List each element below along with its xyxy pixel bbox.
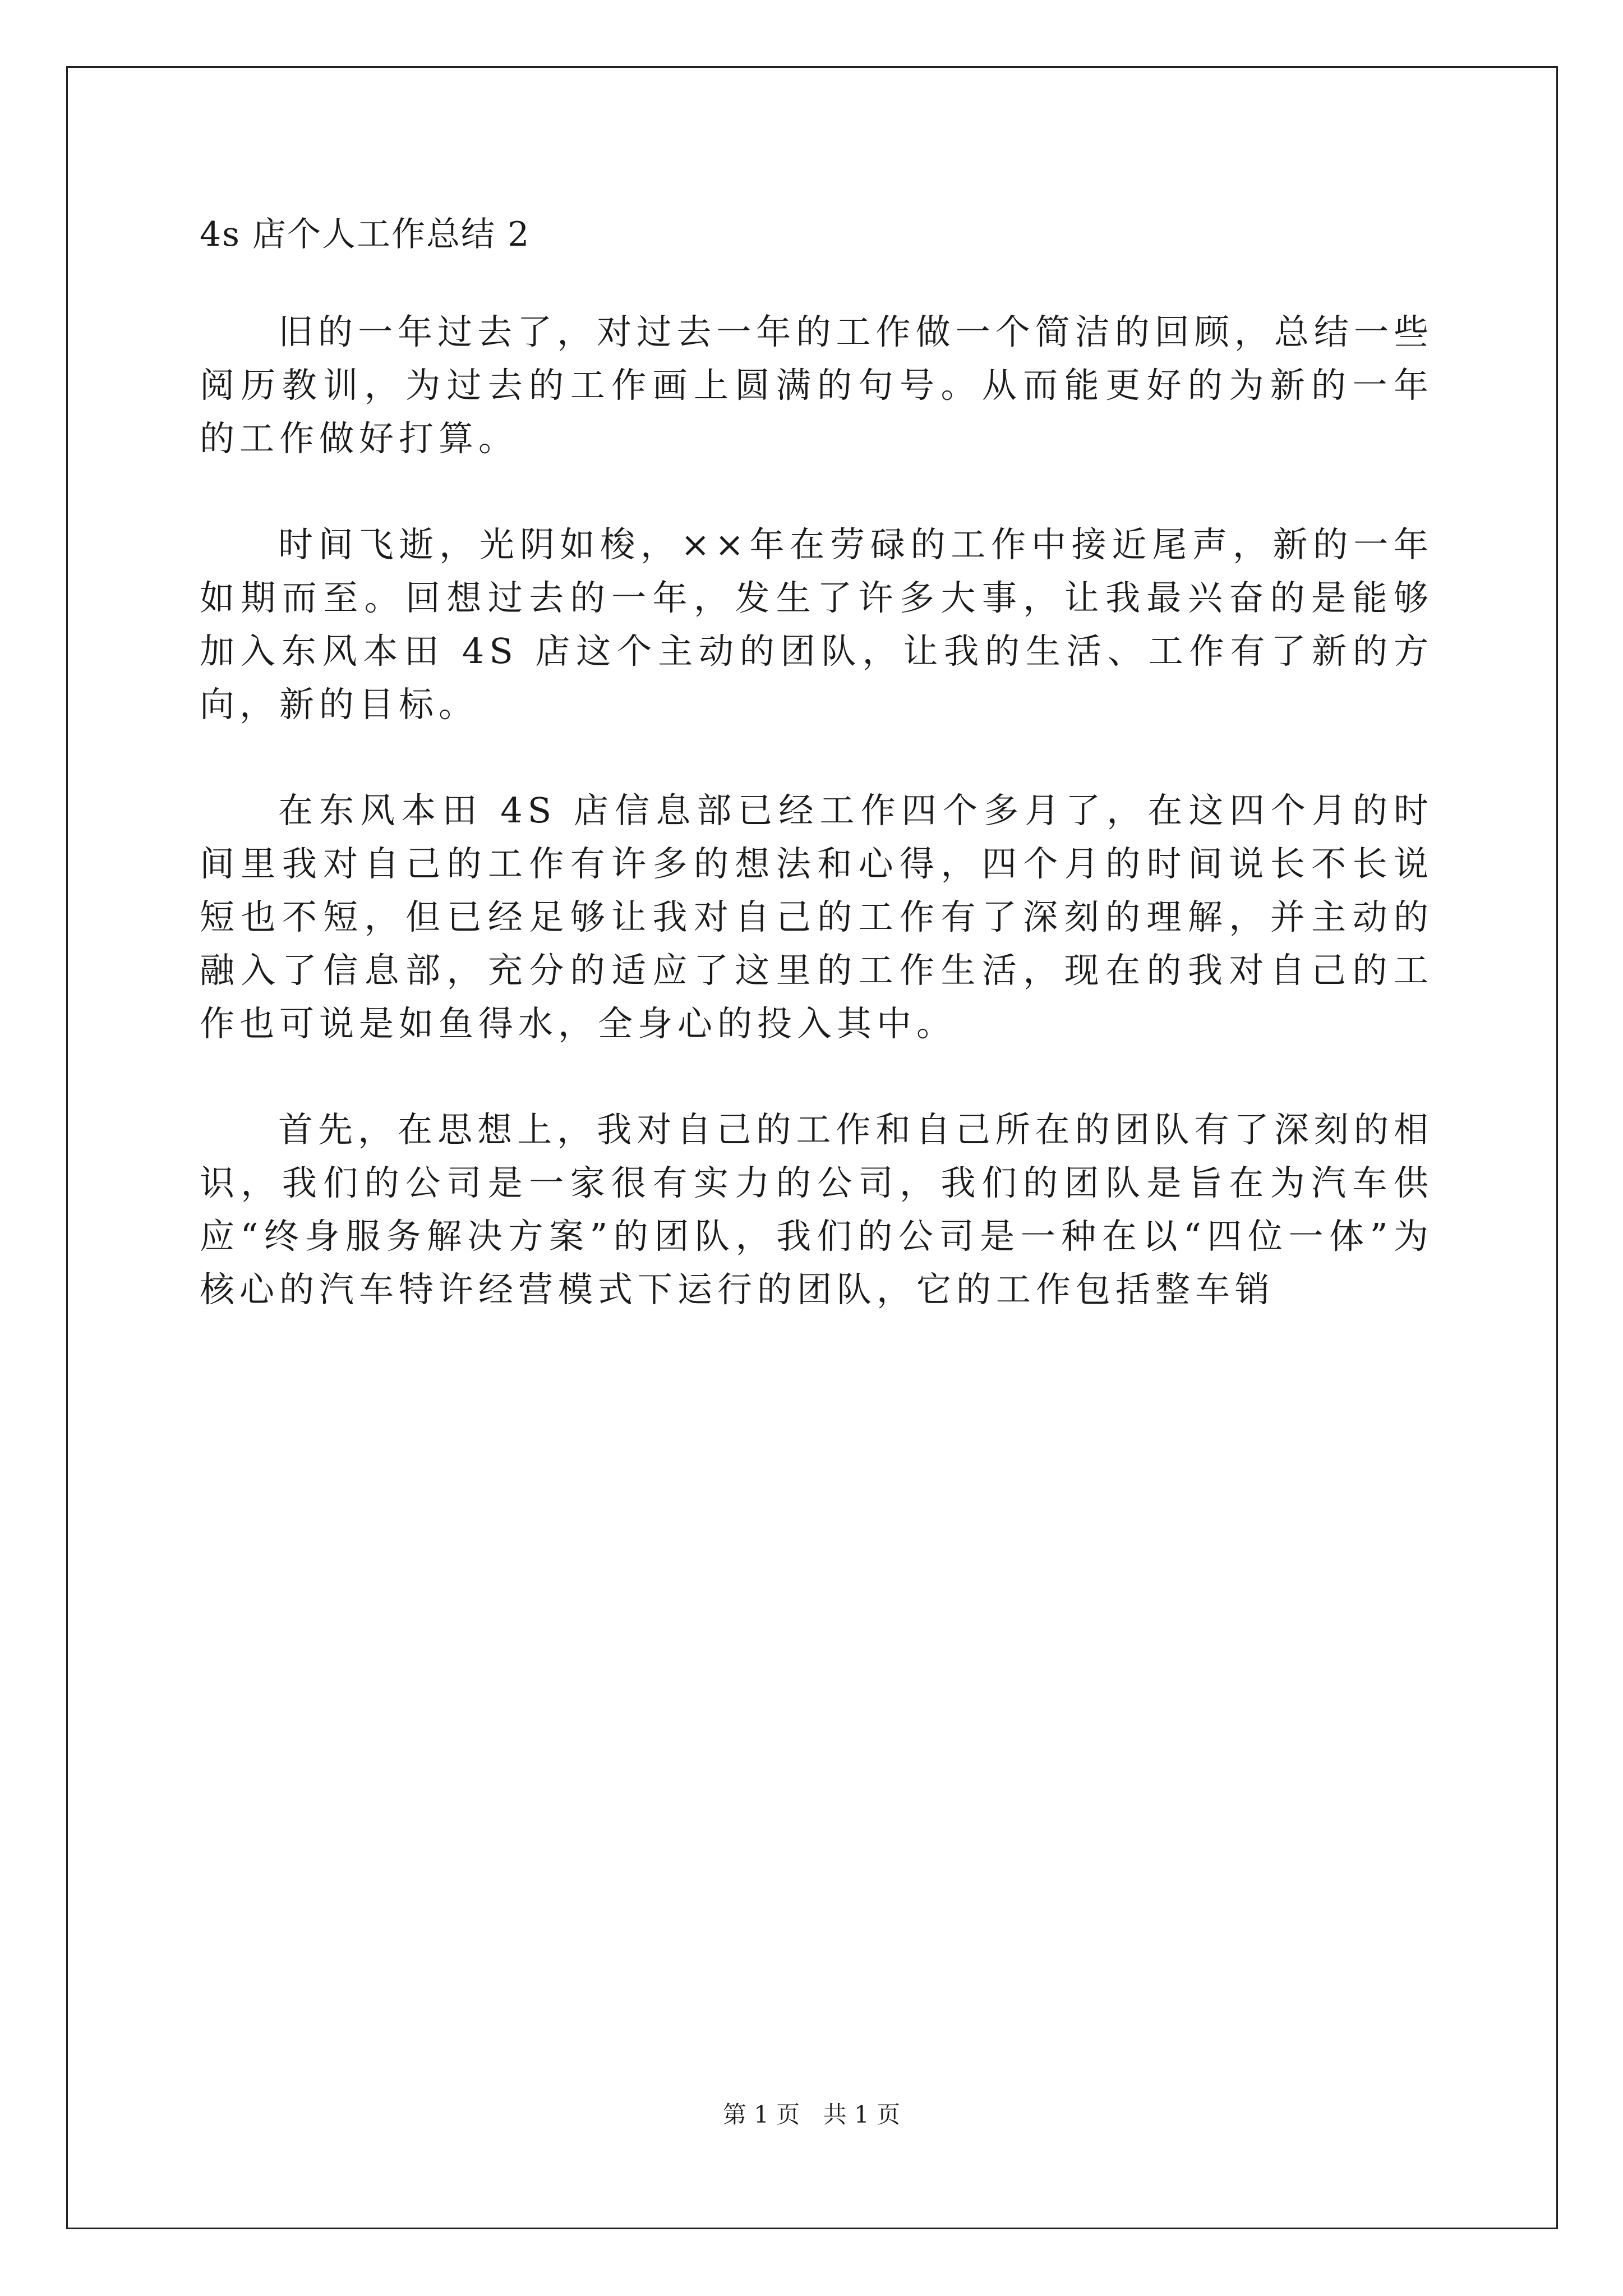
page-total: 共 1 页 xyxy=(823,2101,901,2128)
page-number: 第 1 页 xyxy=(722,2101,800,2128)
document-title: 4s 店个人工作总结 2 xyxy=(200,215,531,254)
paragraph: 首先，在思想上，我对自己的工作和自己所在的团队有了深刻的相识，我们的公司是一家很有实力的公司，我们的团队是旨在为汽车供应“终身服务解决方案”的团队，我们的公司是一种在以“四位一体”为核心的汽车特许经营模式下运行的团队，它的工作包括整车销 xyxy=(200,1109,1433,1310)
page-footer xyxy=(0,2098,1623,2132)
document-body xyxy=(200,208,1433,1369)
paragraph: 时间飞逝，光阴如梭，××年在劳碌的工作中接近尾声，新的一年如期而至。回想过去的一年，发生了许多大事，让我最兴奋的是能够加入东风本田 4S 店这个主动的团队，让我的生活、工作有了新的方向，新的目标。 xyxy=(200,524,1433,725)
paragraph: 在东风本田 4S 店信息部已经工作四个多月了，在这四个月的时间里我对自己的工作有许多的想法和心得，四个月的时间说长不长说短也不短，但已经足够让我对自己的工作有了深刻的理解，并主动的融入了信息部，充分的适应了这里的工作生活，现在的我对自己的工作也可说是如鱼得水，全身心的投入其中。 xyxy=(200,790,1433,1044)
paragraph: 旧的一年过去了，对过去一年的工作做一个简洁的回顾，总结一些阅历教训，为过去的工作画上圆满的句号。从而能更好的为新的一年的工作做好打算。 xyxy=(200,311,1433,459)
